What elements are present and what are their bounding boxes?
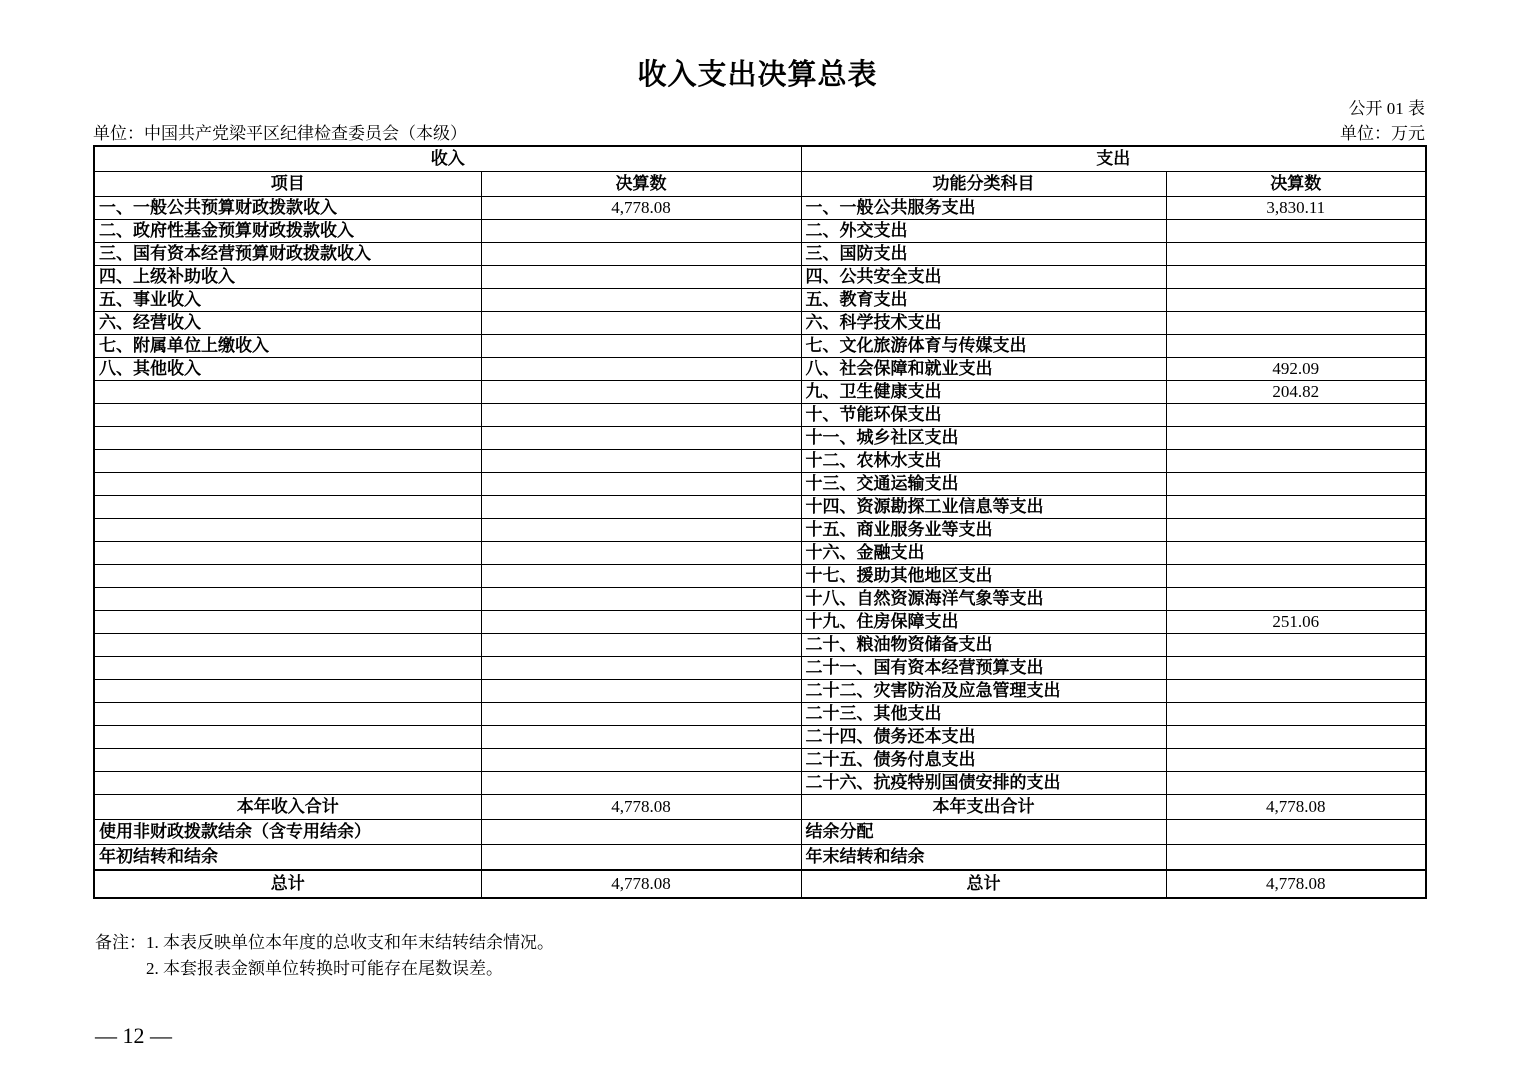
expense-item-cell: 二、外交支出 (801, 220, 1166, 243)
income-amount-cell: 4,778.08 (481, 795, 801, 820)
expense-item-cell: 一、一般公共服务支出 (801, 197, 1166, 220)
income-amount-cell (481, 404, 801, 427)
expense-amount-cell (1166, 820, 1426, 845)
notes-label: 备注： (95, 933, 146, 952)
expense-amount-cell (1166, 496, 1426, 519)
expense-amount-cell (1166, 542, 1426, 565)
income-item-cell: 本年收入合计 (94, 795, 481, 820)
expense-item-cell: 八、社会保障和就业支出 (801, 358, 1166, 381)
income-section-header: 收入 (94, 146, 801, 172)
income-amount-cell: 4,778.08 (481, 197, 801, 220)
expense-amount-cell (1166, 519, 1426, 542)
income-amount-cell (481, 611, 801, 634)
expense-item-cell: 二十一、国有资本经营预算支出 (801, 657, 1166, 680)
org-unit-label: 单位：中国共产党梁平区纪律检查委员会（本级） (93, 124, 467, 143)
expense-item-cell: 十三、交通运输支出 (801, 473, 1166, 496)
income-item-cell (94, 749, 481, 772)
expense-amount-cell (1166, 772, 1426, 795)
table-row (94, 657, 1426, 680)
table-row (94, 243, 1426, 266)
income-item-cell: 六、经营收入 (94, 312, 481, 335)
income-amount-cell (481, 312, 801, 335)
income-item-cell (94, 680, 481, 703)
income-amount-cell (481, 542, 801, 565)
summary-row (94, 845, 1426, 871)
expense-item-cell: 十六、金融支出 (801, 542, 1166, 565)
expense-amount-cell (1166, 450, 1426, 473)
income-amount-cell (481, 496, 801, 519)
expense-item-cell: 十二、农林水支出 (801, 450, 1166, 473)
income-item-cell (94, 450, 481, 473)
income-item-cell (94, 473, 481, 496)
expense-item-cell: 十、节能环保支出 (801, 404, 1166, 427)
expense-item-cell: 结余分配 (801, 820, 1166, 845)
income-item-column-header: 项目 (94, 172, 481, 197)
income-amount-cell (481, 427, 801, 450)
income-item-cell (94, 726, 481, 749)
table-row (94, 726, 1426, 749)
income-item-cell (94, 404, 481, 427)
expense-item-cell: 总计 (801, 870, 1166, 898)
expense-amount-cell (1166, 404, 1426, 427)
expense-item-cell: 年末结转和结余 (801, 845, 1166, 871)
expense-item-column-header: 功能分类科目 (801, 172, 1166, 197)
table-row (94, 703, 1426, 726)
expense-amount-cell (1166, 266, 1426, 289)
income-item-cell (94, 381, 481, 404)
income-amount-cell (481, 634, 801, 657)
expense-amount-cell: 4,778.08 (1166, 795, 1426, 820)
table-row (94, 266, 1426, 289)
summary-row (94, 820, 1426, 845)
expense-item-cell: 九、卫生健康支出 (801, 381, 1166, 404)
expense-amount-cell: 4,778.08 (1166, 870, 1426, 898)
expense-amount-cell: 3,830.11 (1166, 197, 1426, 220)
expense-item-cell: 十一、城乡社区支出 (801, 427, 1166, 450)
expense-amount-column-header: 决算数 (1166, 172, 1426, 197)
income-item-cell: 一、一般公共预算财政拨款收入 (94, 197, 481, 220)
income-item-cell (94, 703, 481, 726)
expense-item-cell: 十九、住房保障支出 (801, 611, 1166, 634)
expense-item-cell: 七、文化旅游体育与传媒支出 (801, 335, 1166, 358)
income-amount-cell: 4,778.08 (481, 870, 801, 898)
income-amount-cell (481, 358, 801, 381)
expense-section-header: 支出 (801, 146, 1426, 172)
table-row (94, 404, 1426, 427)
income-amount-cell (481, 266, 801, 289)
table-row (94, 519, 1426, 542)
income-item-cell: 八、其他收入 (94, 358, 481, 381)
table-row (94, 220, 1426, 243)
column-header-row (94, 172, 1426, 197)
expense-amount-cell (1166, 243, 1426, 266)
expense-item-cell: 二十六、抗疫特别国债安排的支出 (801, 772, 1166, 795)
final-accounts-table (93, 145, 1427, 899)
income-amount-cell (481, 450, 801, 473)
income-amount-cell (481, 703, 801, 726)
expense-item-cell: 十八、自然资源海洋气象等支出 (801, 588, 1166, 611)
expense-amount-cell (1166, 680, 1426, 703)
income-item-cell: 使用非财政拨款结余（含专用结余） (94, 820, 481, 845)
income-item-cell (94, 496, 481, 519)
expense-amount-cell (1166, 749, 1426, 772)
income-item-cell: 总计 (94, 870, 481, 898)
income-item-cell (94, 519, 481, 542)
income-item-cell: 三、国有资本经营预算财政拨款收入 (94, 243, 481, 266)
expense-amount-cell (1166, 220, 1426, 243)
expense-item-cell: 二十三、其他支出 (801, 703, 1166, 726)
income-item-cell (94, 657, 481, 680)
income-amount-cell (481, 243, 801, 266)
income-amount-cell (481, 772, 801, 795)
summary-row (94, 870, 1426, 898)
table-row (94, 335, 1426, 358)
table-row (94, 496, 1426, 519)
expense-amount-cell (1166, 845, 1426, 871)
expense-item-cell: 二十、粮油物资储备支出 (801, 634, 1166, 657)
income-amount-cell (481, 565, 801, 588)
table-row (94, 588, 1426, 611)
expense-amount-cell (1166, 312, 1426, 335)
income-item-cell (94, 588, 481, 611)
income-item-cell (94, 565, 481, 588)
table-row (94, 473, 1426, 496)
income-amount-cell (481, 519, 801, 542)
income-amount-cell (481, 289, 801, 312)
income-item-cell (94, 611, 481, 634)
expense-amount-cell: 251.06 (1166, 611, 1426, 634)
expense-amount-cell: 492.09 (1166, 358, 1426, 381)
income-item-cell: 二、政府性基金预算财政拨款收入 (94, 220, 481, 243)
expense-amount-cell (1166, 565, 1426, 588)
expense-amount-cell: 204.82 (1166, 381, 1426, 404)
expense-item-cell: 四、公共安全支出 (801, 266, 1166, 289)
income-item-cell (94, 772, 481, 795)
income-amount-cell (481, 820, 801, 845)
expense-item-cell: 二十二、灾害防治及应急管理支出 (801, 680, 1166, 703)
expense-amount-cell (1166, 588, 1426, 611)
income-item-cell: 五、事业收入 (94, 289, 481, 312)
income-amount-cell (481, 381, 801, 404)
table-row (94, 749, 1426, 772)
table-row (94, 611, 1426, 634)
note-line: 2. 本套报表金额单位转换时可能存在尾数误差。 (146, 959, 503, 979)
income-amount-cell (481, 473, 801, 496)
table-code-label: 公开 01 表 (1348, 99, 1425, 118)
unit-line (93, 119, 1425, 144)
page-number: — 12 — (95, 1023, 172, 1048)
income-item-cell (94, 427, 481, 450)
expense-amount-cell (1166, 726, 1426, 749)
expense-amount-cell (1166, 634, 1426, 657)
expense-item-cell: 十四、资源勘探工业信息等支出 (801, 496, 1166, 519)
expense-amount-cell (1166, 335, 1426, 358)
income-item-cell: 七、附属单位上缴收入 (94, 335, 481, 358)
table-row (94, 289, 1426, 312)
table-row (94, 542, 1426, 565)
income-item-cell: 年初结转和结余 (94, 845, 481, 871)
expense-amount-cell (1166, 427, 1426, 450)
section-header-row (94, 146, 1426, 172)
expense-item-cell: 本年支出合计 (801, 795, 1166, 820)
income-amount-cell (481, 588, 801, 611)
income-amount-cell (481, 680, 801, 703)
page-title: 收入支出决算总表 (637, 59, 878, 91)
summary-row (94, 795, 1426, 820)
income-item-cell: 四、上级补助收入 (94, 266, 481, 289)
notes-block (95, 930, 554, 983)
table-row (94, 680, 1426, 703)
expense-amount-cell (1166, 289, 1426, 312)
income-amount-column-header: 决算数 (481, 172, 801, 197)
income-amount-cell (481, 726, 801, 749)
income-amount-cell (481, 845, 801, 871)
table-row (94, 358, 1426, 381)
expense-item-cell: 六、科学技术支出 (801, 312, 1166, 335)
expense-item-cell: 五、教育支出 (801, 289, 1166, 312)
table-row (94, 450, 1426, 473)
table-row (94, 565, 1426, 588)
expense-item-cell: 二十四、债务还本支出 (801, 726, 1166, 749)
expense-item-cell: 十七、援助其他地区支出 (801, 565, 1166, 588)
table-row (94, 772, 1426, 795)
expense-item-cell: 十五、商业服务业等支出 (801, 519, 1166, 542)
income-amount-cell (481, 749, 801, 772)
expense-item-cell: 三、国防支出 (801, 243, 1166, 266)
table-row (94, 197, 1426, 220)
table-row (94, 634, 1426, 657)
table-row (94, 381, 1426, 404)
table-row (94, 427, 1426, 450)
expense-amount-cell (1166, 703, 1426, 726)
income-amount-cell (481, 335, 801, 358)
expense-amount-cell (1166, 657, 1426, 680)
table-row (94, 312, 1426, 335)
currency-unit-label: 单位：万元 (1340, 124, 1425, 143)
income-item-cell (94, 634, 481, 657)
expense-item-cell: 二十五、债务付息支出 (801, 749, 1166, 772)
expense-amount-cell (1166, 473, 1426, 496)
income-amount-cell (481, 220, 801, 243)
income-item-cell (94, 542, 481, 565)
income-amount-cell (481, 657, 801, 680)
note-line: 1. 本表反映单位本年度的总收支和年末结转结余情况。 (146, 933, 554, 952)
